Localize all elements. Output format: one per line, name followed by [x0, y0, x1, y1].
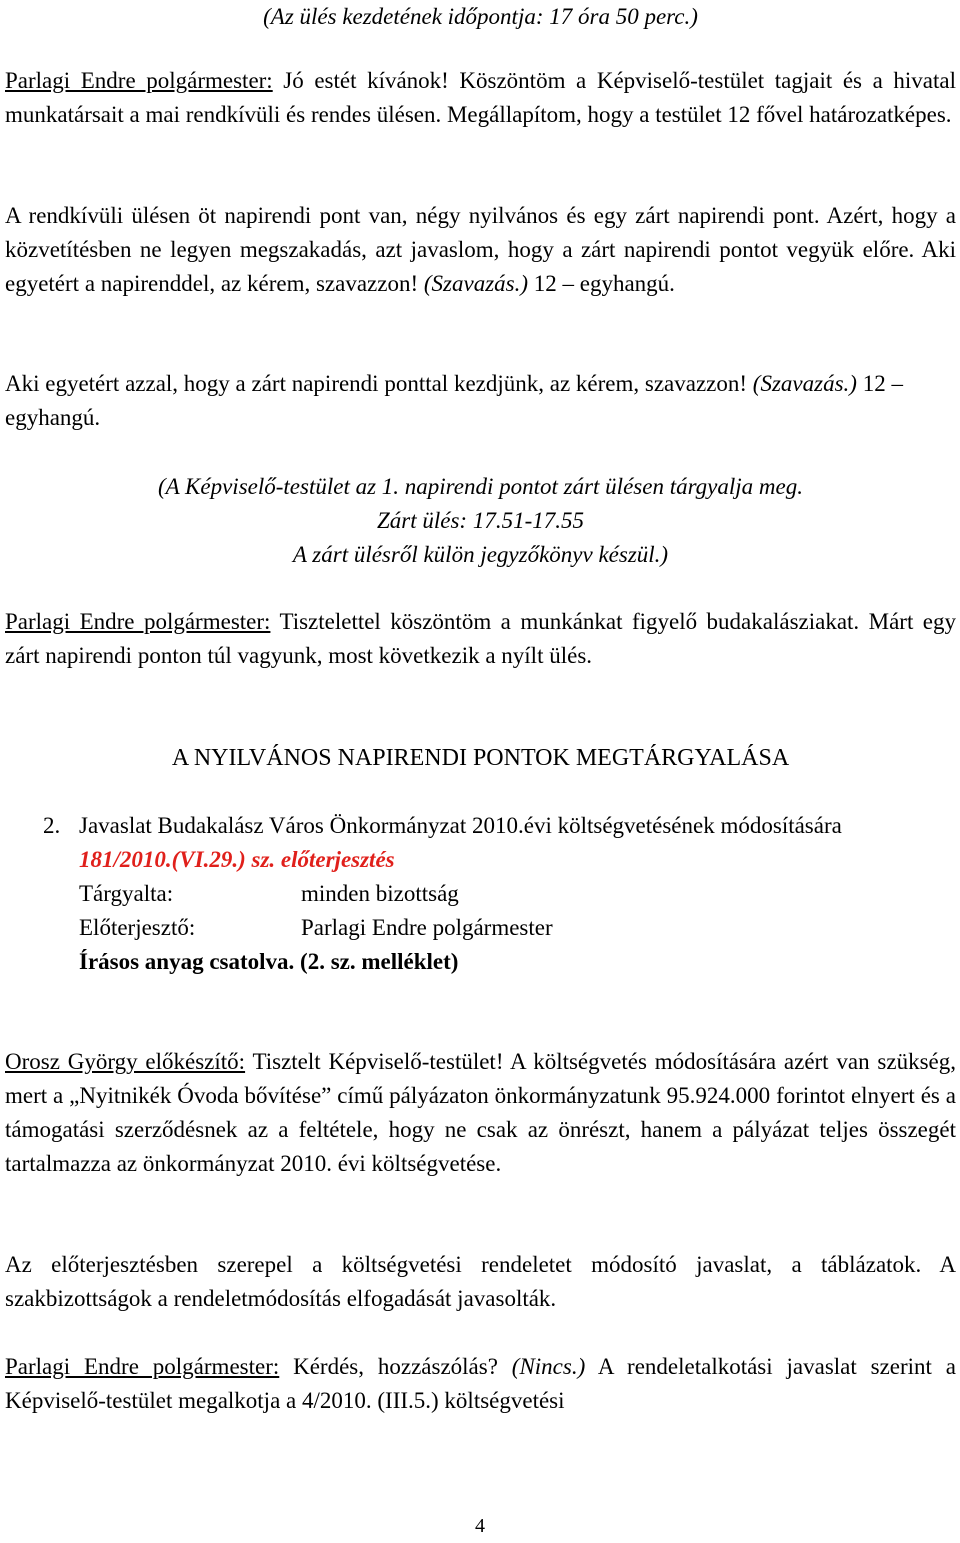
- session-start-time: (Az ülés kezdetének időpontja: 17 óra 50 perc.): [263, 4, 698, 29]
- paragraph-text: Kérdés, hozzászólás?: [279, 1354, 512, 1379]
- speaker-name: Parlagi Endre polgármester:: [5, 68, 273, 93]
- paragraph-open-session: [5, 605, 956, 673]
- speaker-name: Parlagi Endre polgármester:: [5, 609, 271, 634]
- paragraph-budget-reason: [5, 1045, 956, 1181]
- paragraph-text: A rendkívüli ülésen öt napirendi pont van, négy nyilvános és egy zárt napirendi pont. Azért, hogy a közvetítésben ne legyen megszakadás, azt javaslom, hogy a zárt napirendi pontot vegyük előre. Aki egyetért a napirenddel, az kérem, szavazzon!: [5, 203, 956, 296]
- discussed-row: [79, 877, 956, 911]
- agenda-item: [43, 809, 956, 979]
- page-number: 4: [475, 1515, 485, 1537]
- closed-session-line: (A Képviselő-testület az 1. napirendi pontot zárt ülésen tárgyalja meg.: [158, 474, 803, 499]
- vote-result: 12 – egyhangú.: [5, 371, 903, 430]
- proposal-reference-text: 181/2010.(VI.29.) sz. előterjesztés: [79, 847, 395, 872]
- paragraph-proposal: Az előterjesztésben szerepel a költségvetési rendeletet módosító javaslat, a táblázatok. A szakbizottságok a rendeletmódosítás elfogadását javasolták.: [5, 1252, 956, 1311]
- paragraph-closed-first: [5, 367, 956, 435]
- presenter-value: Parlagi Endre polgármester: [301, 915, 553, 940]
- paragraph-text: Tisztelettel köszöntöm a munkánkat figyelő budakalásziakat. Márt egy zárt napirendi ponton túl vagyunk, most következik a nyílt ülés.: [5, 609, 956, 668]
- closed-session-line: A zárt ülésről külön jegyzőkönyv készül.): [292, 542, 669, 567]
- no-questions-note: (Nincs.): [511, 1354, 586, 1379]
- paragraph-text: Tisztelt Képviselő-testület! A költségvetés módosítására azért van szükség, mert a „Nyitnikék Óvoda bővítése” című pályázaton önkormányzatunk 95.924.000 forintot elnyert és a támogatási szerződésnek az a feltétele, hogy ne csak az önrészt, hanem a pályázat teljes összegét tartalmazza az önkormányzat 2010. évi költségvetése.: [5, 1049, 957, 1176]
- attachment-note: Írásos anyag csatolva. (2. sz. melléklet): [79, 949, 459, 974]
- paragraph-text: A rendeletalkotási javaslat szerint a Képviselő-testület megalkotja a 4/2010. (III.5.) költségvetési: [5, 1354, 956, 1413]
- paragraph-agenda-order: [5, 199, 956, 301]
- paragraph-welcome: [5, 64, 956, 132]
- presenter-label: Előterjesztő:: [79, 915, 196, 940]
- closed-session-time: Zárt ülés: 17.51-17.55: [377, 508, 584, 533]
- presenter-row: [79, 911, 956, 945]
- paragraph-text: Jó estét kívánok! Köszöntöm a Képviselő-testület tagjait és a hivatal munkatársait a mai rendkívüli és rendes ülésen. Megállapítom, hogy a testület 12 fővel határozatképes.: [5, 68, 956, 127]
- discussed-label: Tárgyalta:: [79, 881, 174, 906]
- speaker-name: Parlagi Endre polgármester:: [5, 1354, 280, 1379]
- paragraph-text: Aki egyetért azzal, hogy a zárt napirendi ponttal kezdjünk, az kérem, szavazzon!: [5, 371, 753, 396]
- discussed-value: minden bizottság: [301, 881, 459, 906]
- section-heading: A NYILVÁNOS NAPIRENDI PONTOK MEGTÁRGYALÁSA: [171, 745, 790, 771]
- proposal-reference: [79, 843, 956, 877]
- agenda-title: Javaslat Budakalász Város Önkormányzat 2010.évi költségvetésének módosítására: [79, 813, 842, 838]
- vote-result: 12 – egyhangú.: [528, 271, 675, 296]
- agenda-number: 2.: [43, 813, 61, 838]
- closed-session-note: [5, 470, 956, 572]
- vote-note: (Szavazás.): [752, 371, 857, 396]
- paragraph-questions: [5, 1350, 956, 1418]
- vote-note: (Szavazás.): [423, 271, 529, 296]
- speaker-name: Orosz György előkészítő:: [5, 1049, 246, 1074]
